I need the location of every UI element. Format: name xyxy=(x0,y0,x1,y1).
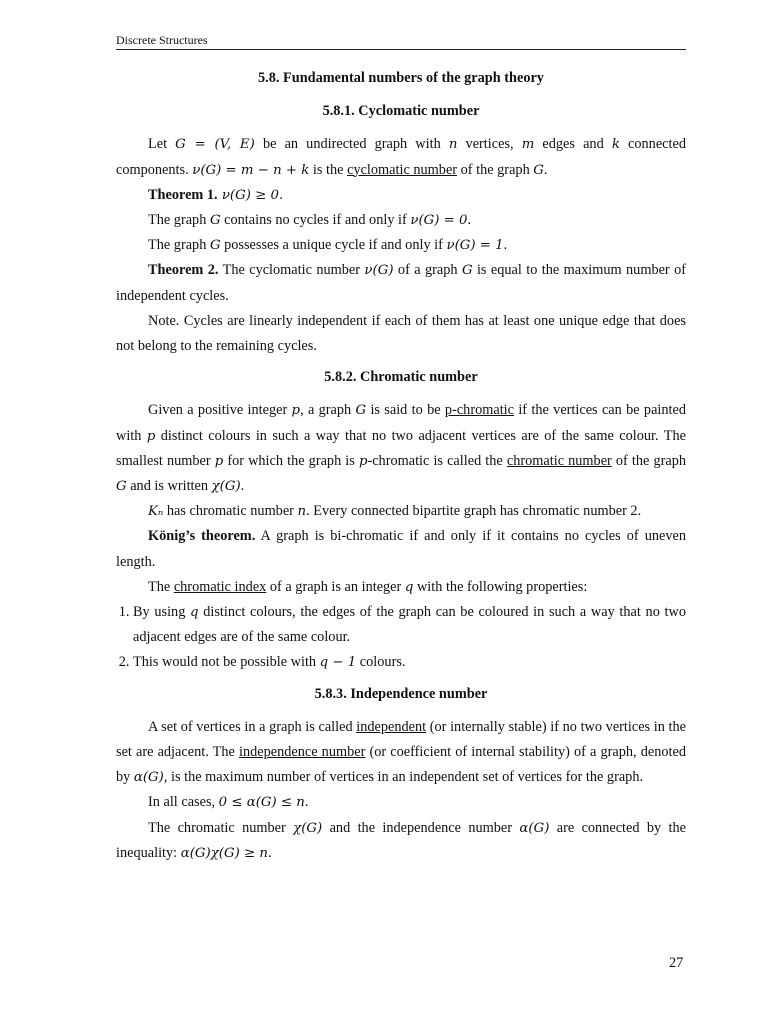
cycles-note: Note. Cycles are linearly independent if each of them has at least one unique edge that does not belong to the remaining cycles. xyxy=(116,312,686,355)
term-independent: independent xyxy=(356,718,427,735)
chromatic-independence-inequality: The chromatic number χ(G) and the independence number α(G) are connected by the inequality: α(G)χ(G) ≥ n. xyxy=(116,819,686,861)
theorem-1: Theorem 1. ν(G) ≥ 0. xyxy=(148,186,284,203)
subsection-heading-cyclomatic: 5.8.1. Cyclomatic number xyxy=(322,103,480,120)
section-title: 5.8. Fundamental numbers of the graph theory xyxy=(258,70,544,86)
running-header: Discrete Structures xyxy=(116,33,686,50)
chromatic-index-intro: The chromatic index of a graph is an integer q with the following properties: xyxy=(148,578,588,595)
list-item: 1. By using q distinct colours, the edges of the graph can be coloured in such a way that no two adjacent edges are of the same colour. xyxy=(133,600,686,650)
no-cycles-statement: The graph G contains no cycles if and only if ν(G) = 0. xyxy=(148,212,472,229)
chromatic-definition: Given a positive integer p, a graph G is said to be p-chromatic if the vertices can be painted with p distinct colours in such a way that no two adjacent vertices are of the same colour. The smallest number p for which the graph is p-chromatic is called the chromatic number of the graph G and is written χ(G). xyxy=(116,402,686,495)
page-number: 27 xyxy=(669,955,684,971)
cyclomatic-definition: Let G = (V, E) be an undirected graph with n vertices, m edges and k connected components. ν(G) = m − n + k is the cyclomatic number of the graph G. xyxy=(116,136,686,178)
list-item: 2. This would not be possible with q − 1 colours. xyxy=(133,650,686,675)
independence-bounds: In all cases, 0 ≤ α(G) ≤ n. xyxy=(148,794,309,811)
page-body xyxy=(116,66,686,866)
term-chromatic-number: chromatic number xyxy=(506,452,612,469)
term-independence-number: independence number xyxy=(238,744,366,761)
subsection-heading-independence: 5.8.3. Independence number xyxy=(314,685,488,702)
term-p-chromatic: p-chromatic xyxy=(444,402,514,419)
complete-graph-statement: Kₙ has chromatic number n. Every connected bipartite graph has chromatic number 2. xyxy=(148,503,642,520)
term-cyclomatic-number: cyclomatic number xyxy=(347,161,458,178)
term-chromatic-index: chromatic index xyxy=(173,578,267,595)
unique-cycle-statement: The graph G possesses a unique cycle if and only if ν(G) = 1. xyxy=(148,237,508,254)
theorem-2: Theorem 2. The cyclomatic number ν(G) of a graph G is equal to the maximum number of independent cycles. xyxy=(116,262,687,304)
independence-definition: A set of vertices in a graph is called independent (or internally stable) if no two vertices in the set are adjacent. The independence number (or coefficient of internal stability) of a graph, denoted by α(G), is the maximum number of vertices in an independent set of vertices for the graph. xyxy=(116,718,686,786)
subsection-heading-chromatic: 5.8.2. Chromatic number xyxy=(324,369,478,386)
konig-theorem: König’s theorem. A graph is bi-chromatic if and only if it contains no cycles of uneven length. xyxy=(116,528,686,570)
chromatic-index-properties xyxy=(116,600,686,676)
